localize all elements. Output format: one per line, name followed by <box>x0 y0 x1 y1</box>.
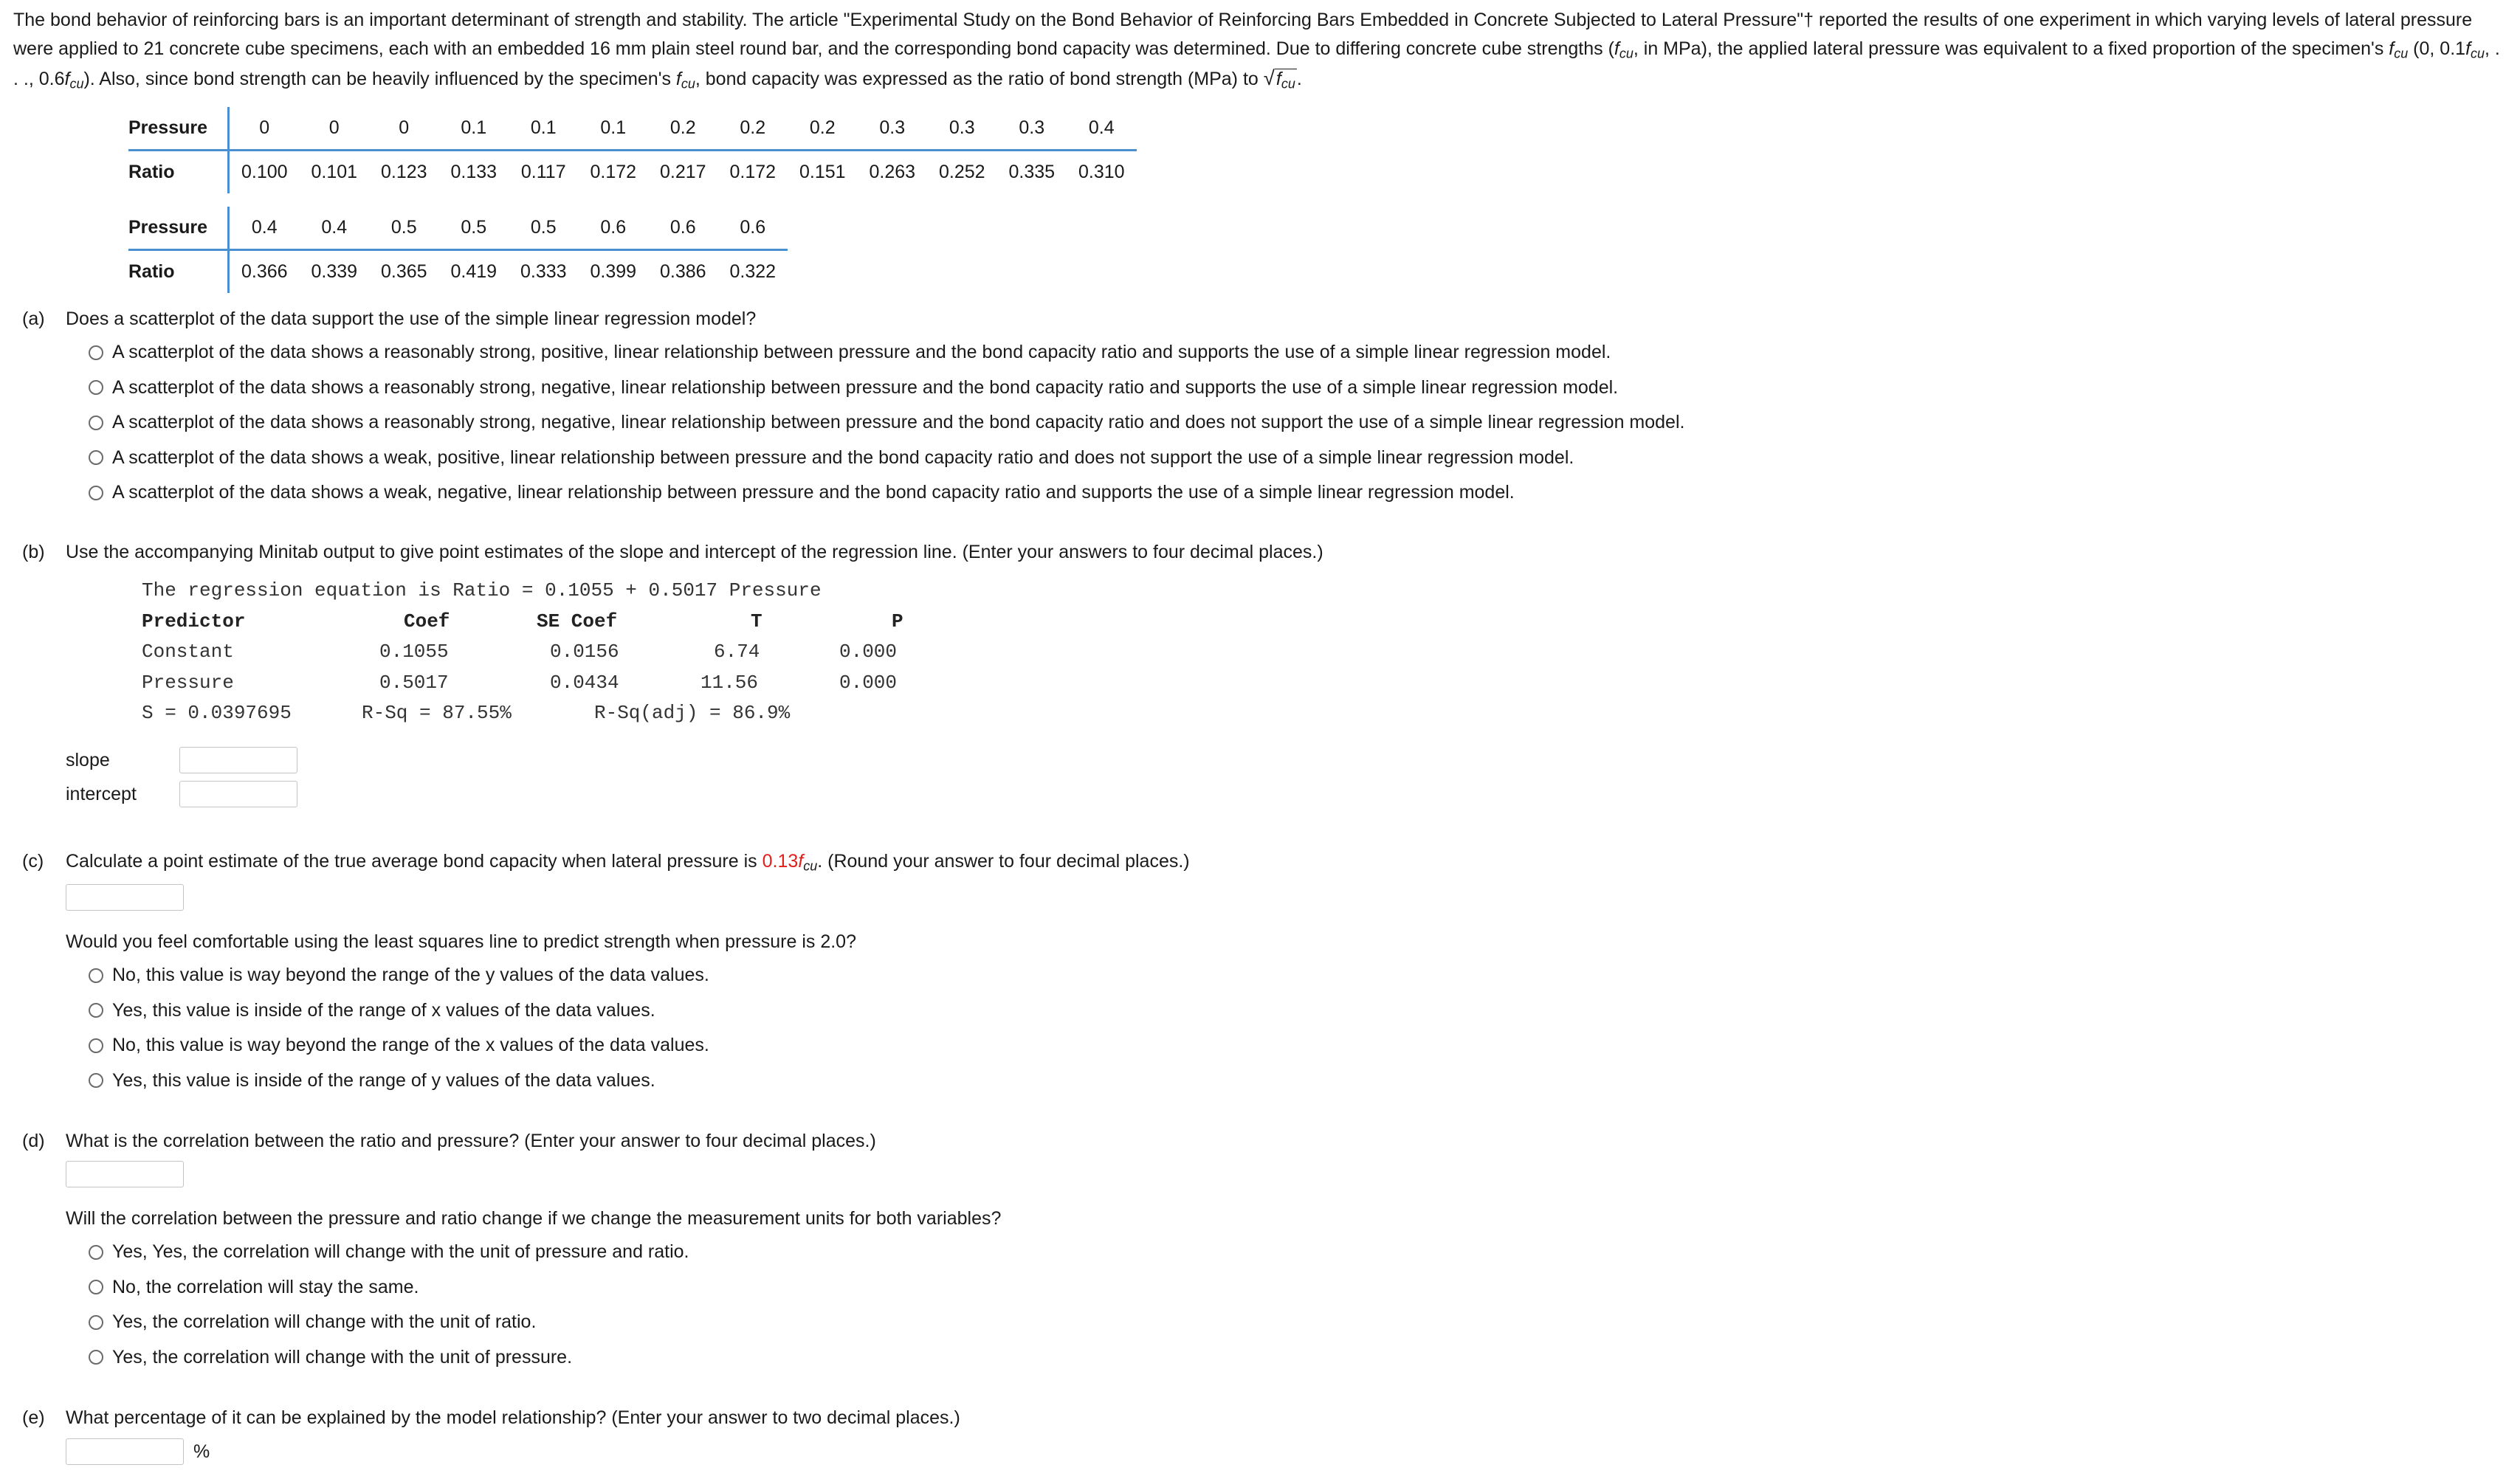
pressure-row <box>128 107 1137 151</box>
fcu-subscript: cu <box>2471 46 2485 61</box>
secoef-constant: 0.0156 <box>550 641 619 663</box>
part-c-text-end: . (Round your answer to four decimal places.) <box>817 851 1190 872</box>
option-label: Yes, this value is inside of the range of y values of the data values. <box>112 1069 655 1091</box>
ratio-cell: 0.366 <box>241 261 288 282</box>
t-constant: 6.74 <box>714 641 760 663</box>
pressure-cell: 0.5 <box>439 207 509 250</box>
pressure-row <box>128 207 788 250</box>
pressure-cell: 0.6 <box>648 207 718 250</box>
fcu-subscript: cu <box>69 76 84 92</box>
fcu-symbol: f <box>1614 38 1619 59</box>
ratio-header: Ratio <box>128 250 229 294</box>
ratio-header: Ratio <box>128 151 229 194</box>
radio-icon[interactable] <box>89 1315 103 1330</box>
t-pressure: 11.56 <box>700 671 759 694</box>
part-e-input[interactable] <box>66 1438 184 1465</box>
intro-text-5: ). Also, since bond strength can be heavily influenced by the specimen's <box>83 69 676 89</box>
fcu-symbol: f <box>2465 38 2471 59</box>
regression-equation: The regression equation is Ratio = 0.1055 + 0.5017 Pressure <box>142 579 822 601</box>
radio-icon[interactable] <box>89 450 103 465</box>
pressure-cell: 0.2 <box>648 107 718 151</box>
part-c-option[interactable] <box>89 993 709 1029</box>
part-d-option[interactable] <box>89 1270 689 1306</box>
col-header-predictor: Predictor <box>142 610 246 632</box>
s-value: S = 0.0397695 <box>142 702 292 724</box>
intercept-input[interactable] <box>179 781 297 807</box>
ratio-cell: 0.133 <box>450 162 498 182</box>
fcu-subscript: cu <box>1619 46 1633 61</box>
pressure-cell: 0.1 <box>439 107 509 151</box>
part-a-option[interactable] <box>89 370 1684 406</box>
ratio-cell: 0.151 <box>799 162 846 182</box>
percent-unit: % <box>193 1441 210 1462</box>
pressure-header: Pressure <box>128 107 229 151</box>
intro-text-3: (0, 0.1 <box>2408 38 2466 59</box>
intro-text-2: , in MPa), the applied lateral pressure was equivalent to a fixed proportion of the specimen's <box>1633 38 2389 59</box>
data-table-2 <box>128 207 788 293</box>
part-d-input[interactable] <box>66 1161 184 1187</box>
part-c-question <box>66 851 1190 872</box>
ratio-cell: 0.117 <box>520 162 566 182</box>
ratio-row <box>128 151 1137 194</box>
fcu-symbol: f <box>1276 69 1281 89</box>
ratio-cell: 0.252 <box>938 162 985 182</box>
option-label: A scatterplot of the data shows a reasonably strong, negative, linear relationship between pressure and the bond capacity ratio and supports the use of a simple linear regression model. <box>112 376 1619 398</box>
intro-text-1: The bond behavior of reinforcing bars is an important determinant of strength and stability. The article "Experimental Study on the Bond Behavior of Reinforcing Bars Embedded in Concrete Subjected to Lateral Pressure"† reported the results of one experiment in which varying levels of lateral pressure were applied to 21 concrete cube specimens, each with an embedded 16 mm plain steel round bar, and the corresponding bond capacity was determined. Due to differing concrete cube strengths ( <box>13 10 2473 59</box>
sqrt-radicand <box>1275 69 1297 90</box>
option-label: A scatterplot of the data shows a weak, negative, linear relationship between pressure and the bond capacity ratio and supports the use of a simple linear regression model. <box>112 482 1515 503</box>
ratio-cell: 0.100 <box>241 162 288 182</box>
fcu-symbol: f <box>675 69 681 89</box>
part-c-options <box>89 958 709 1098</box>
part-c-option[interactable] <box>89 1028 709 1063</box>
ratio-cell: 0.365 <box>380 261 427 282</box>
pressure-cell: 0.6 <box>579 207 649 250</box>
fcu-symbol: f <box>2389 38 2395 59</box>
option-label: Yes, this value is inside of the range of x values of the data values. <box>112 999 655 1021</box>
part-a-option[interactable] <box>89 335 1684 370</box>
coef-pressure: 0.5017 <box>379 671 449 694</box>
fcu-symbol: f <box>798 851 804 872</box>
fcu-subscript: cu <box>681 76 695 92</box>
radio-icon[interactable] <box>89 1280 103 1294</box>
pressure-cell: 0 <box>229 107 300 151</box>
ratio-cell: 0.419 <box>450 261 498 282</box>
option-label: A scatterplot of the data shows a weak, positive, linear relationship between pressure and the bond capacity ratio and does not support the use of a simple linear regression model. <box>112 446 1574 468</box>
sqrt-symbol: √ <box>1263 66 1275 89</box>
part-c-text: Calculate a point estimate of the true average bond capacity when lateral pressure is <box>66 851 762 872</box>
option-label: No, this value is way beyond the range of the x values of the data values. <box>112 1035 709 1056</box>
slope-input[interactable] <box>179 747 297 773</box>
ratio-cell: 0.339 <box>311 261 358 282</box>
part-e-question: What percentage of it can be explained by the model relationship? (Enter your answer to two decimal places.) <box>66 1407 960 1428</box>
pressure-cell: 0.2 <box>718 107 788 151</box>
p-pressure: 0.000 <box>839 671 898 694</box>
option-label: No, this value is way beyond the range of the y values of the data values. <box>112 965 709 986</box>
pressure-cell: 0.3 <box>997 107 1067 151</box>
part-b-question: Use the accompanying Minitab output to give point estimates of the slope and intercept of the regression line. (Enter your answers to four decimal places.) <box>66 542 1323 562</box>
radio-icon[interactable] <box>89 415 103 430</box>
pressure-header: Pressure <box>128 207 229 250</box>
part-d-option[interactable] <box>89 1235 689 1270</box>
ratio-cell: 0.263 <box>869 162 916 182</box>
intro-text-4: , . . ., 0.6 <box>13 38 2500 89</box>
pressure-cell: 0.5 <box>369 207 439 250</box>
intercept-label: intercept <box>66 784 137 804</box>
pressure-cell: 0.3 <box>927 107 997 151</box>
r-sq-adj: R-Sq(adj) = 86.9% <box>594 702 791 724</box>
highlighted-value <box>762 851 818 872</box>
predictor-constant: Constant <box>142 641 234 663</box>
pressure-cell: 0.2 <box>788 107 858 151</box>
part-c-input[interactable] <box>66 884 184 911</box>
data-table-1 <box>128 107 1137 193</box>
radio-icon[interactable] <box>89 1073 103 1088</box>
fcu-symbol: f <box>64 69 70 89</box>
col-header-p: P <box>892 610 903 632</box>
part-a-label: (a) <box>22 308 45 329</box>
pressure-cell: 0.1 <box>509 107 579 151</box>
fcu-subscript: cu <box>1281 76 1295 92</box>
option-label: A scatterplot of the data shows a reasonably strong, negative, linear relationship between pressure and the bond capacity ratio and does not support the use of a simple linear regression model. <box>112 412 1685 433</box>
pressure-cell: 0 <box>300 107 370 151</box>
col-header-secoef: SE Coef <box>537 610 618 632</box>
p-constant: 0.000 <box>839 641 898 663</box>
part-d-question: What is the correlation between the ratio and pressure? (Enter your answer to four decimal places.) <box>66 1131 876 1151</box>
part-c-option[interactable] <box>89 958 709 993</box>
pressure-cell: 0.5 <box>509 207 579 250</box>
part-c-label: (c) <box>22 851 44 872</box>
ratio-cell: 0.322 <box>729 261 777 282</box>
ratio-cell: 0.172 <box>729 162 777 182</box>
col-header-t: T <box>751 610 762 632</box>
problem-intro <box>13 6 2508 94</box>
pressure-cell: 0.1 <box>579 107 649 151</box>
fcu-subscript: cu <box>803 858 818 874</box>
intro-text-6: , bond capacity was expressed as the ratio of bond strength (MPa) to <box>695 69 1264 89</box>
part-d-options <box>89 1235 689 1375</box>
predictor-pressure: Pressure <box>142 671 234 694</box>
part-a-option[interactable] <box>89 475 1684 511</box>
pressure-value: 0.13 <box>762 851 799 872</box>
part-d-option[interactable] <box>89 1340 689 1376</box>
coef-constant: 0.1055 <box>379 641 449 663</box>
radio-icon[interactable] <box>89 1350 103 1365</box>
part-d-label: (d) <box>22 1131 45 1151</box>
ratio-cell: 0.399 <box>590 261 637 282</box>
pressure-cell: 0.6 <box>718 207 788 250</box>
col-header-coef: Coef <box>404 610 450 632</box>
radio-icon[interactable] <box>89 380 103 395</box>
ratio-cell: 0.101 <box>311 162 358 182</box>
radio-icon[interactable] <box>89 1038 103 1053</box>
part-b-label: (b) <box>22 542 45 562</box>
pressure-cell: 0.3 <box>858 107 928 151</box>
radio-icon[interactable] <box>89 968 103 983</box>
r-sq: R-Sq = 87.55% <box>362 702 512 724</box>
part-a-option[interactable] <box>89 405 1684 441</box>
part-d-question-2: Will the correlation between the pressure and ratio change if we change the measurement units for both variables? <box>66 1208 1002 1229</box>
part-d-option[interactable] <box>89 1305 689 1340</box>
secoef-pressure: 0.0434 <box>550 671 619 694</box>
pressure-cell: 0.4 <box>229 207 300 250</box>
option-label: Yes, the correlation will change with the unit of pressure. <box>112 1346 573 1368</box>
ratio-cell: 0.335 <box>1008 162 1056 182</box>
ratio-cell: 0.123 <box>380 162 427 182</box>
part-c-option[interactable] <box>89 1063 709 1099</box>
part-a-question: Does a scatterplot of the data support the use of the simple linear regression model? <box>66 308 757 329</box>
part-a-options <box>89 335 1684 511</box>
part-c-question-2: Would you feel comfortable using the least squares line to predict strength when pressure is 2.0? <box>66 931 856 952</box>
radio-icon[interactable] <box>89 345 103 360</box>
option-label: No, the correlation will stay the same. <box>112 1276 419 1297</box>
minitab-output <box>142 579 954 733</box>
radio-icon[interactable] <box>89 1245 103 1260</box>
radio-icon[interactable] <box>89 486 103 500</box>
option-label: A scatterplot of the data shows a reasonably strong, positive, linear relationship between pressure and the bond capacity ratio and supports the use of a simple linear regression model. <box>112 342 1611 363</box>
pressure-cell: 0.4 <box>1067 107 1137 151</box>
ratio-cell: 0.333 <box>520 261 567 282</box>
ratio-cell: 0.217 <box>659 162 706 182</box>
pressure-cell: 0.4 <box>300 207 370 250</box>
radio-icon[interactable] <box>89 1003 103 1018</box>
ratio-cell: 0.172 <box>590 162 637 182</box>
intro-end: . <box>1296 69 1302 89</box>
ratio-row <box>128 250 788 294</box>
ratio-cell: 0.386 <box>659 261 706 282</box>
ratio-cell: 0.310 <box>1078 162 1125 182</box>
option-label: Yes, Yes, the correlation will change with the unit of pressure and ratio. <box>112 1241 689 1263</box>
fcu-subscript: cu <box>2394 46 2409 61</box>
part-a-option[interactable] <box>89 441 1684 476</box>
part-e-label: (e) <box>22 1407 45 1428</box>
option-label: Yes, the correlation will change with the unit of ratio. <box>112 1311 537 1333</box>
pressure-cell: 0 <box>369 107 439 151</box>
slope-label: slope <box>66 750 110 770</box>
